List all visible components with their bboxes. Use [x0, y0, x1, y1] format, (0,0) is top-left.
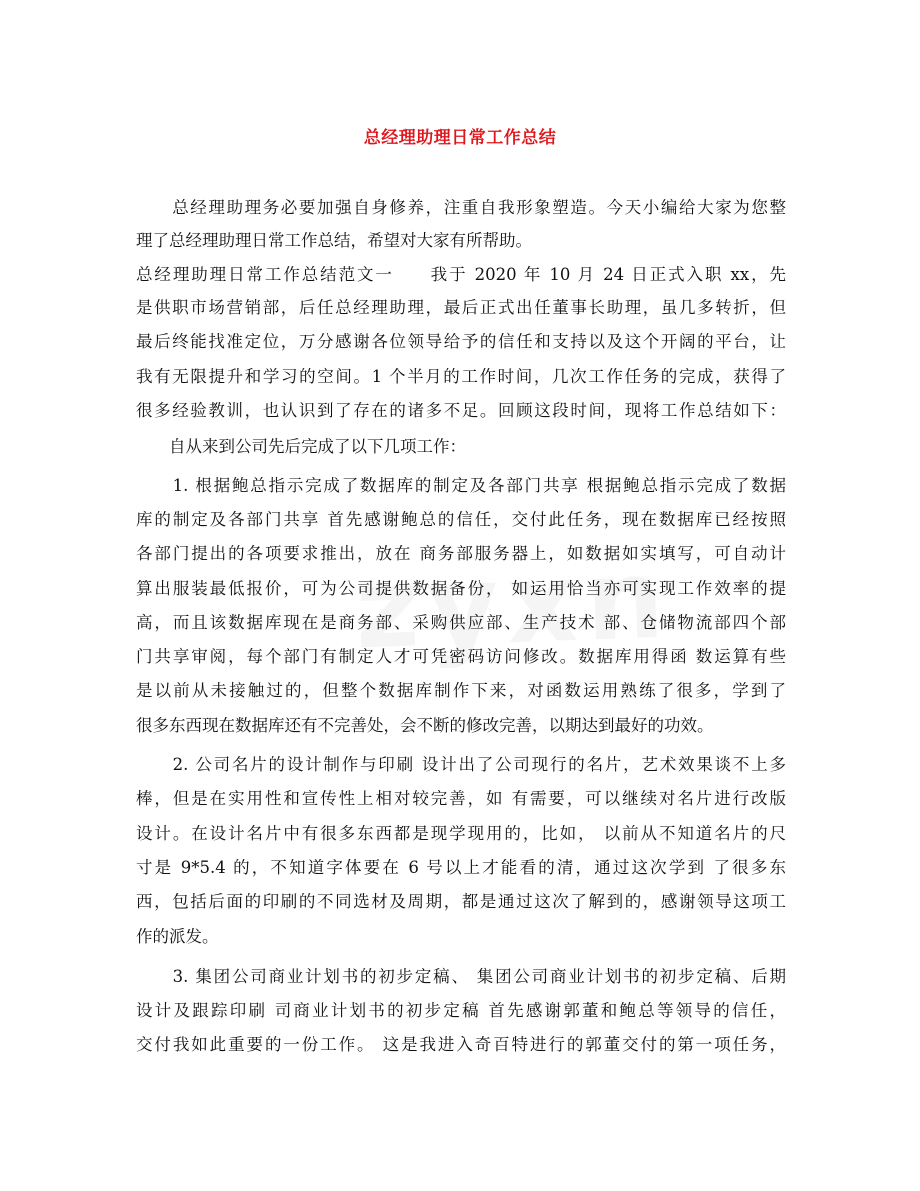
body-line: 设计及跟踪印刷 司商业计划书的初步定稿 首先感谢郭董和鲍总等领导的信任，: [136, 1001, 786, 1020]
document-title: 总经理助理日常工作总结: [363, 128, 557, 148]
body-line: 各部门提出的各项要求推出，放在 商务部服务器上，如数据如实填写，可自动计: [136, 544, 786, 563]
body-line: 总经理助理日常工作总结范文一 我于 2020 年 10 月 24 日正式入职 xx，先: [136, 265, 786, 284]
body-line: 算出服装最低报价，可为公司提供数据备份， 如运用恰当亦可实现工作效率的提: [136, 579, 786, 598]
body-line: 棒，但是在实用性和宣传性上相对较完善，如 有需要，可以继续对名片进行改版: [136, 789, 786, 808]
body-line: 是以前从未接触过的，但整个数据库制作下来，对函数运用熟练了很多，学到了: [136, 681, 786, 700]
body-line: 我有无限提升和学习的空间。1 个半月的工作时间，几次工作任务的完成，获得了: [136, 367, 786, 386]
body-line: 理了总经理助理日常工作总结，希望对大家有所帮助。: [136, 231, 532, 250]
body-line: 寸是 9*5.4 的，不知道字体要在 6 号以上才能看的清，通过这次学到 了很多东: [136, 858, 786, 877]
body-line: 很多东西现在数据库还有不完善处，会不断的修改完善，以期达到最好的功效。: [136, 716, 714, 735]
body-line: 1. 根据鲍总指示完成了数据库的制定及各部门共享 根据鲍总指示完成了数据: [136, 476, 786, 495]
body-line: 2. 公司名片的设计制作与印刷 设计出了公司现行的名片，艺术效果谈不上多: [136, 755, 786, 774]
body-line: 3. 集团公司商业计划书的初步定稿、 集团公司商业计划书的初步定稿、后期: [136, 967, 786, 986]
body-line: 总经理助理务必要加强自身修养，注重自我形象塑造。今天小编给大家为您整: [136, 198, 786, 217]
body-line: 自从来到公司先后完成了以下几项工作：: [136, 437, 466, 456]
body-line: 西，包括后面的印刷的不同选材及周期，都是通过这次了解到的，感谢领导这项工: [136, 892, 786, 911]
body-line: 设计。在设计名片中有很多东西都是现学现用的，比如， 以前从不知道名片的尺: [136, 824, 786, 843]
body-line: 作的派发。: [136, 927, 219, 946]
body-line: 是供职市场营销部，后任总经理助理，最后正式出任董事长助理，虽几多转折，但: [136, 298, 786, 317]
body-line: 很多经验教训，也认识到了存在的诸多不足。回顾这段时间，现将工作总结如下：: [136, 401, 786, 420]
body-line: 交付我如此重要的一份工作。 这是我进入奇百特进行的郭董交付的第一项任务，: [136, 1035, 786, 1054]
body-line: 最后终能找准定位，万分感谢各位领导给予的信任和支持以及这个开阔的平台，让: [136, 332, 786, 351]
body-line: 库的制定及各部门共享 首先感谢鲍总的信任，交付此任务，现在数据库已经按照: [136, 510, 786, 529]
body-line: 高，而且该数据库现在是商务部、采购供应部、生产技术 部、仓储物流部四个部: [136, 613, 786, 632]
body-line: 门共享审阅，每个部门有制定人才可凭密码访问修改。数据库用得函 数运算有些: [136, 647, 786, 666]
